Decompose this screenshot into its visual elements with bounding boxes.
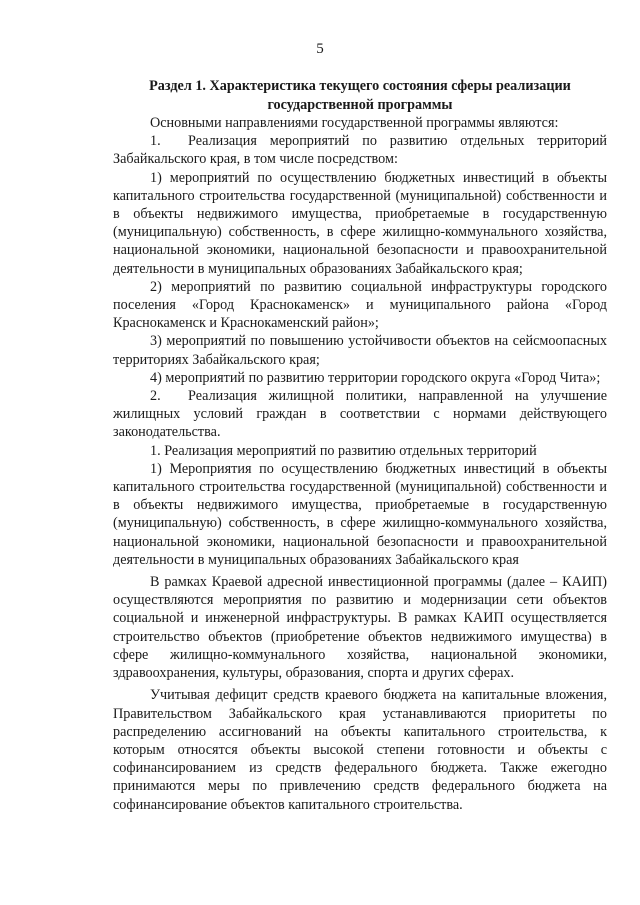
paragraph-text: 2) мероприятий по развитию социальной инфраструктуры городского поселения «Город Краснокаменск» и муниципального района «Город Краснокаменск и Краснокаменский район»; (113, 278, 607, 332)
paragraph-number: 2. (150, 388, 161, 405)
paragraph-number: 1. (150, 133, 161, 150)
section-title: Раздел 1. Характеристика текущего состояния сферы реализации государственной программы (149, 78, 571, 113)
paragraph-text: 1) мероприятий по осуществлению бюджетных инвестиций в объекты капитального строительства государственной (муниципальной) собственности и в объекты недвижимого имущества, приобретаемые в государственную (муниципальную) собственность, в сфере жилищно-коммунального хозяйства, национальной экономики, национальной безопасности и правоохранительной деятельности в муниципальных образованиях Забайкальского края; (113, 169, 607, 277)
paragraph-text: Основными направлениями государственной программы являются: (150, 115, 559, 131)
paragraph-item-4 (113, 369, 607, 387)
paragraph-kaip (113, 573, 607, 682)
paragraph-text: 1. Реализация мероприятий по развитию отдельных территорий (150, 442, 537, 459)
paragraph-text: Реализация мероприятий по развитию отдельных территорий Забайкальского края, в том числе посредством: (113, 133, 607, 168)
paragraph-budget-deficit (113, 686, 607, 813)
paragraph-direction-2 (113, 387, 607, 442)
paragraph-main-directions (113, 114, 607, 132)
paragraph-item-1 (113, 169, 607, 278)
paragraph-measures (113, 460, 607, 569)
paragraph-subheading (113, 442, 607, 460)
paragraph-text: Реализация жилищной политики, направленной на улучшение жилищных условий граждан в соответствии с нормами действующего законодательства. (113, 388, 607, 441)
paragraph-direction-1 (113, 132, 607, 168)
paragraph-item-3 (113, 332, 607, 368)
paragraph-text: В рамках Краевой адресной инвестиционной программы (далее – КАИП) осуществляются мероприятия по развитию и модернизации сети объектов социальной и инженерной инфраструктуры. В рамках КАИП осуществляется строительство объектов (приобретение объектов недвижимого имущества) в сфере жилищно-коммунального хозяйства, национальной экономики, здравоохранения, культуры, образования, спорта и других сферах. (113, 574, 607, 682)
paragraph-text: Учитывая дефицит средств краевого бюджета на капитальные вложения, Правительством Забайкальского края устанавливаются приоритеты по распределению ассигнований на объекты капитального строительства, к которым относятся объекты высокой степени готовности и объекты с софинансированием из средств федерального бюджета. Также ежегодно принимаются меры по привлечению средств федерального бюджета на софинансирование объектов капитального строительства. (113, 687, 607, 813)
page-number: 5 (316, 41, 324, 57)
paragraph-item-2 (113, 278, 607, 333)
paragraph-text: 4) мероприятий по развитию территории городского округа «Город Чита»; (150, 369, 601, 386)
paragraph-text: 1) Мероприятия по осуществлению бюджетных инвестиций в объекты капитального строительства государственной (муниципальной) собственности и в объекты недвижимого имущества, приобретаемые в государственную (муниципальную) собственность, в сфере жилищно-коммунального хозяйства, национальной экономики, национальной безопасности и правоохранительной деятельности в муниципальных образованиях Забайкальского края (113, 460, 607, 568)
document-body (113, 114, 607, 814)
paragraph-text: 3) мероприятий по повышению устойчивости объектов на сейсмоопасных территориях Забайкальского края; (113, 333, 607, 368)
